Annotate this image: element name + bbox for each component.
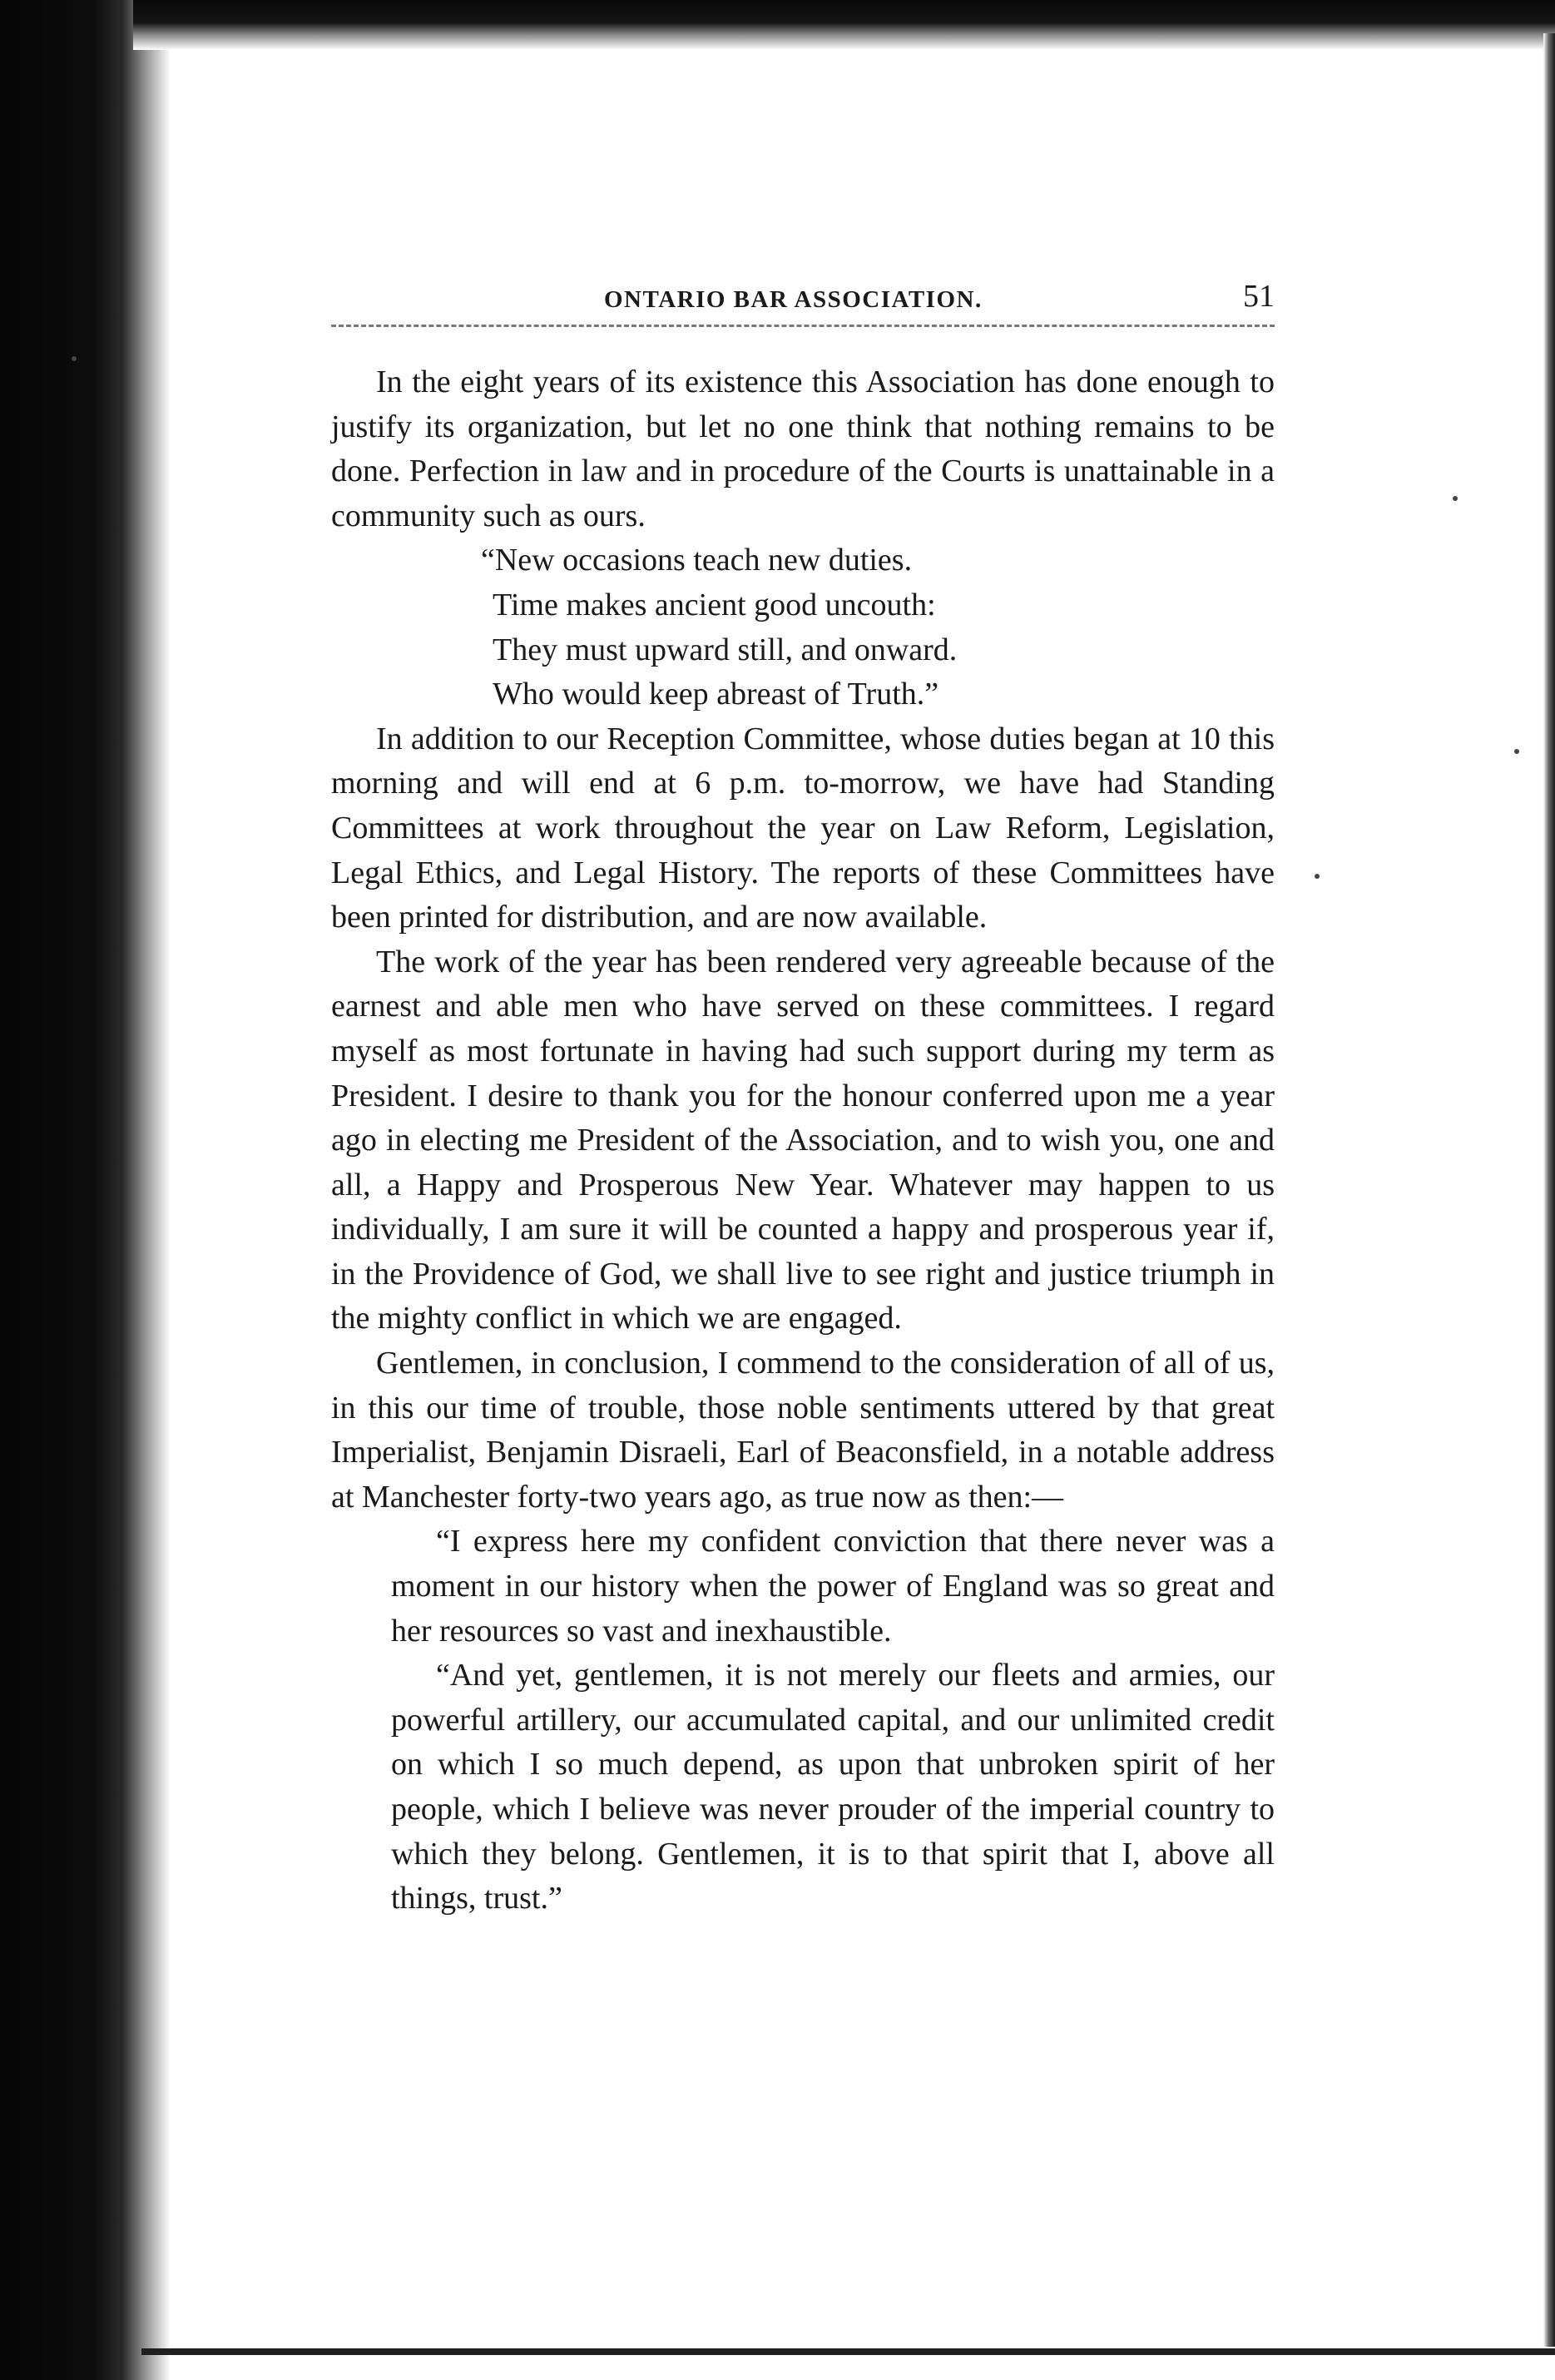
scan-left-edge xyxy=(0,0,171,2380)
paragraph-1: In the eight years of its existence this Association has done enough to justify its organization, but let no one think that nothing remains to be done. Perfection in law and in procedure of the Courts is unattainable in a community such as ours. xyxy=(331,364,1275,533)
scan-speck xyxy=(72,356,77,361)
verse-line-3: They must upward still, and onward. xyxy=(493,632,958,667)
quote-paragraph-2: “And yet, gentlemen, it is not merely our fleets and armies, our powerful artillery, our accumulated capital, and our unlimited credit on which I so much depend, as upon that unbroken spirit of her people, which I believe was never prouder of the imperial country to which they belong. Gentlemen, it is to that spirit that I, above all things, trust.” xyxy=(391,1658,1275,1916)
scan-speck xyxy=(1514,749,1519,754)
paragraph-2: In addition to our Reception Committee, whose duties began at 10 this morning and will end at 6 p.m. to-morrow, we have had Standing Committees at work throughout the year on Law Reform, Legislation, Legal Ethics, and Legal History. The reports of these Committees have been printed for distribution, and are now available. xyxy=(331,721,1275,935)
page-number: 51 xyxy=(1243,279,1275,314)
page-content xyxy=(331,275,1275,1921)
verse-line-1: “New occasions teach new duties. xyxy=(481,543,913,578)
paragraph-3: The work of the year has been rendered very agreeable because of the earnest and able men who have served on these committees. I regard myself as most fortunate in having had such support during my term as President. I desire to thank you for the honour conferred upon me a year ago in electing me President of the Association, and to wish you, one and all, a Happy and Prosperous New Year. Whatever may happen to us individually, I am sure it will be counted a happy and prosperous year if, in the Providence of God, we shall live to see right and justice triumph in the mighty conflict in which we are engaged. xyxy=(331,944,1275,1336)
verse-line-4: Who would keep abreast of Truth.” xyxy=(493,677,939,712)
scan-speck xyxy=(1315,874,1320,879)
running-head xyxy=(331,275,1275,327)
disraeli-quote xyxy=(391,1520,1275,1921)
verse-quote xyxy=(481,538,1275,716)
paragraph-4: Gentlemen, in conclusion, I commend to the consideration of all of us, in this our time of trouble, those noble sentiments uttered by that great Imperialist, Benjamin Disraeli, Earl of Beaconsfield, in a notable address at Manchester forty-two years ago, as true now as then:— xyxy=(331,1346,1275,1515)
scan-right-edge xyxy=(1543,33,1555,2347)
verse-line-2: Time makes ancient good uncouth: xyxy=(493,587,936,622)
scan-bottom-edge xyxy=(141,2348,1555,2355)
quote-paragraph-1: “I express here my confident conviction that there never was a moment in our history when the power of England was so great and her resources so vast and inexhaustible. xyxy=(391,1524,1275,1649)
scan-speck xyxy=(1453,496,1458,501)
running-title: ONTARIO BAR ASSOCIATION. xyxy=(604,286,983,313)
scan-top-edge xyxy=(133,0,1555,50)
